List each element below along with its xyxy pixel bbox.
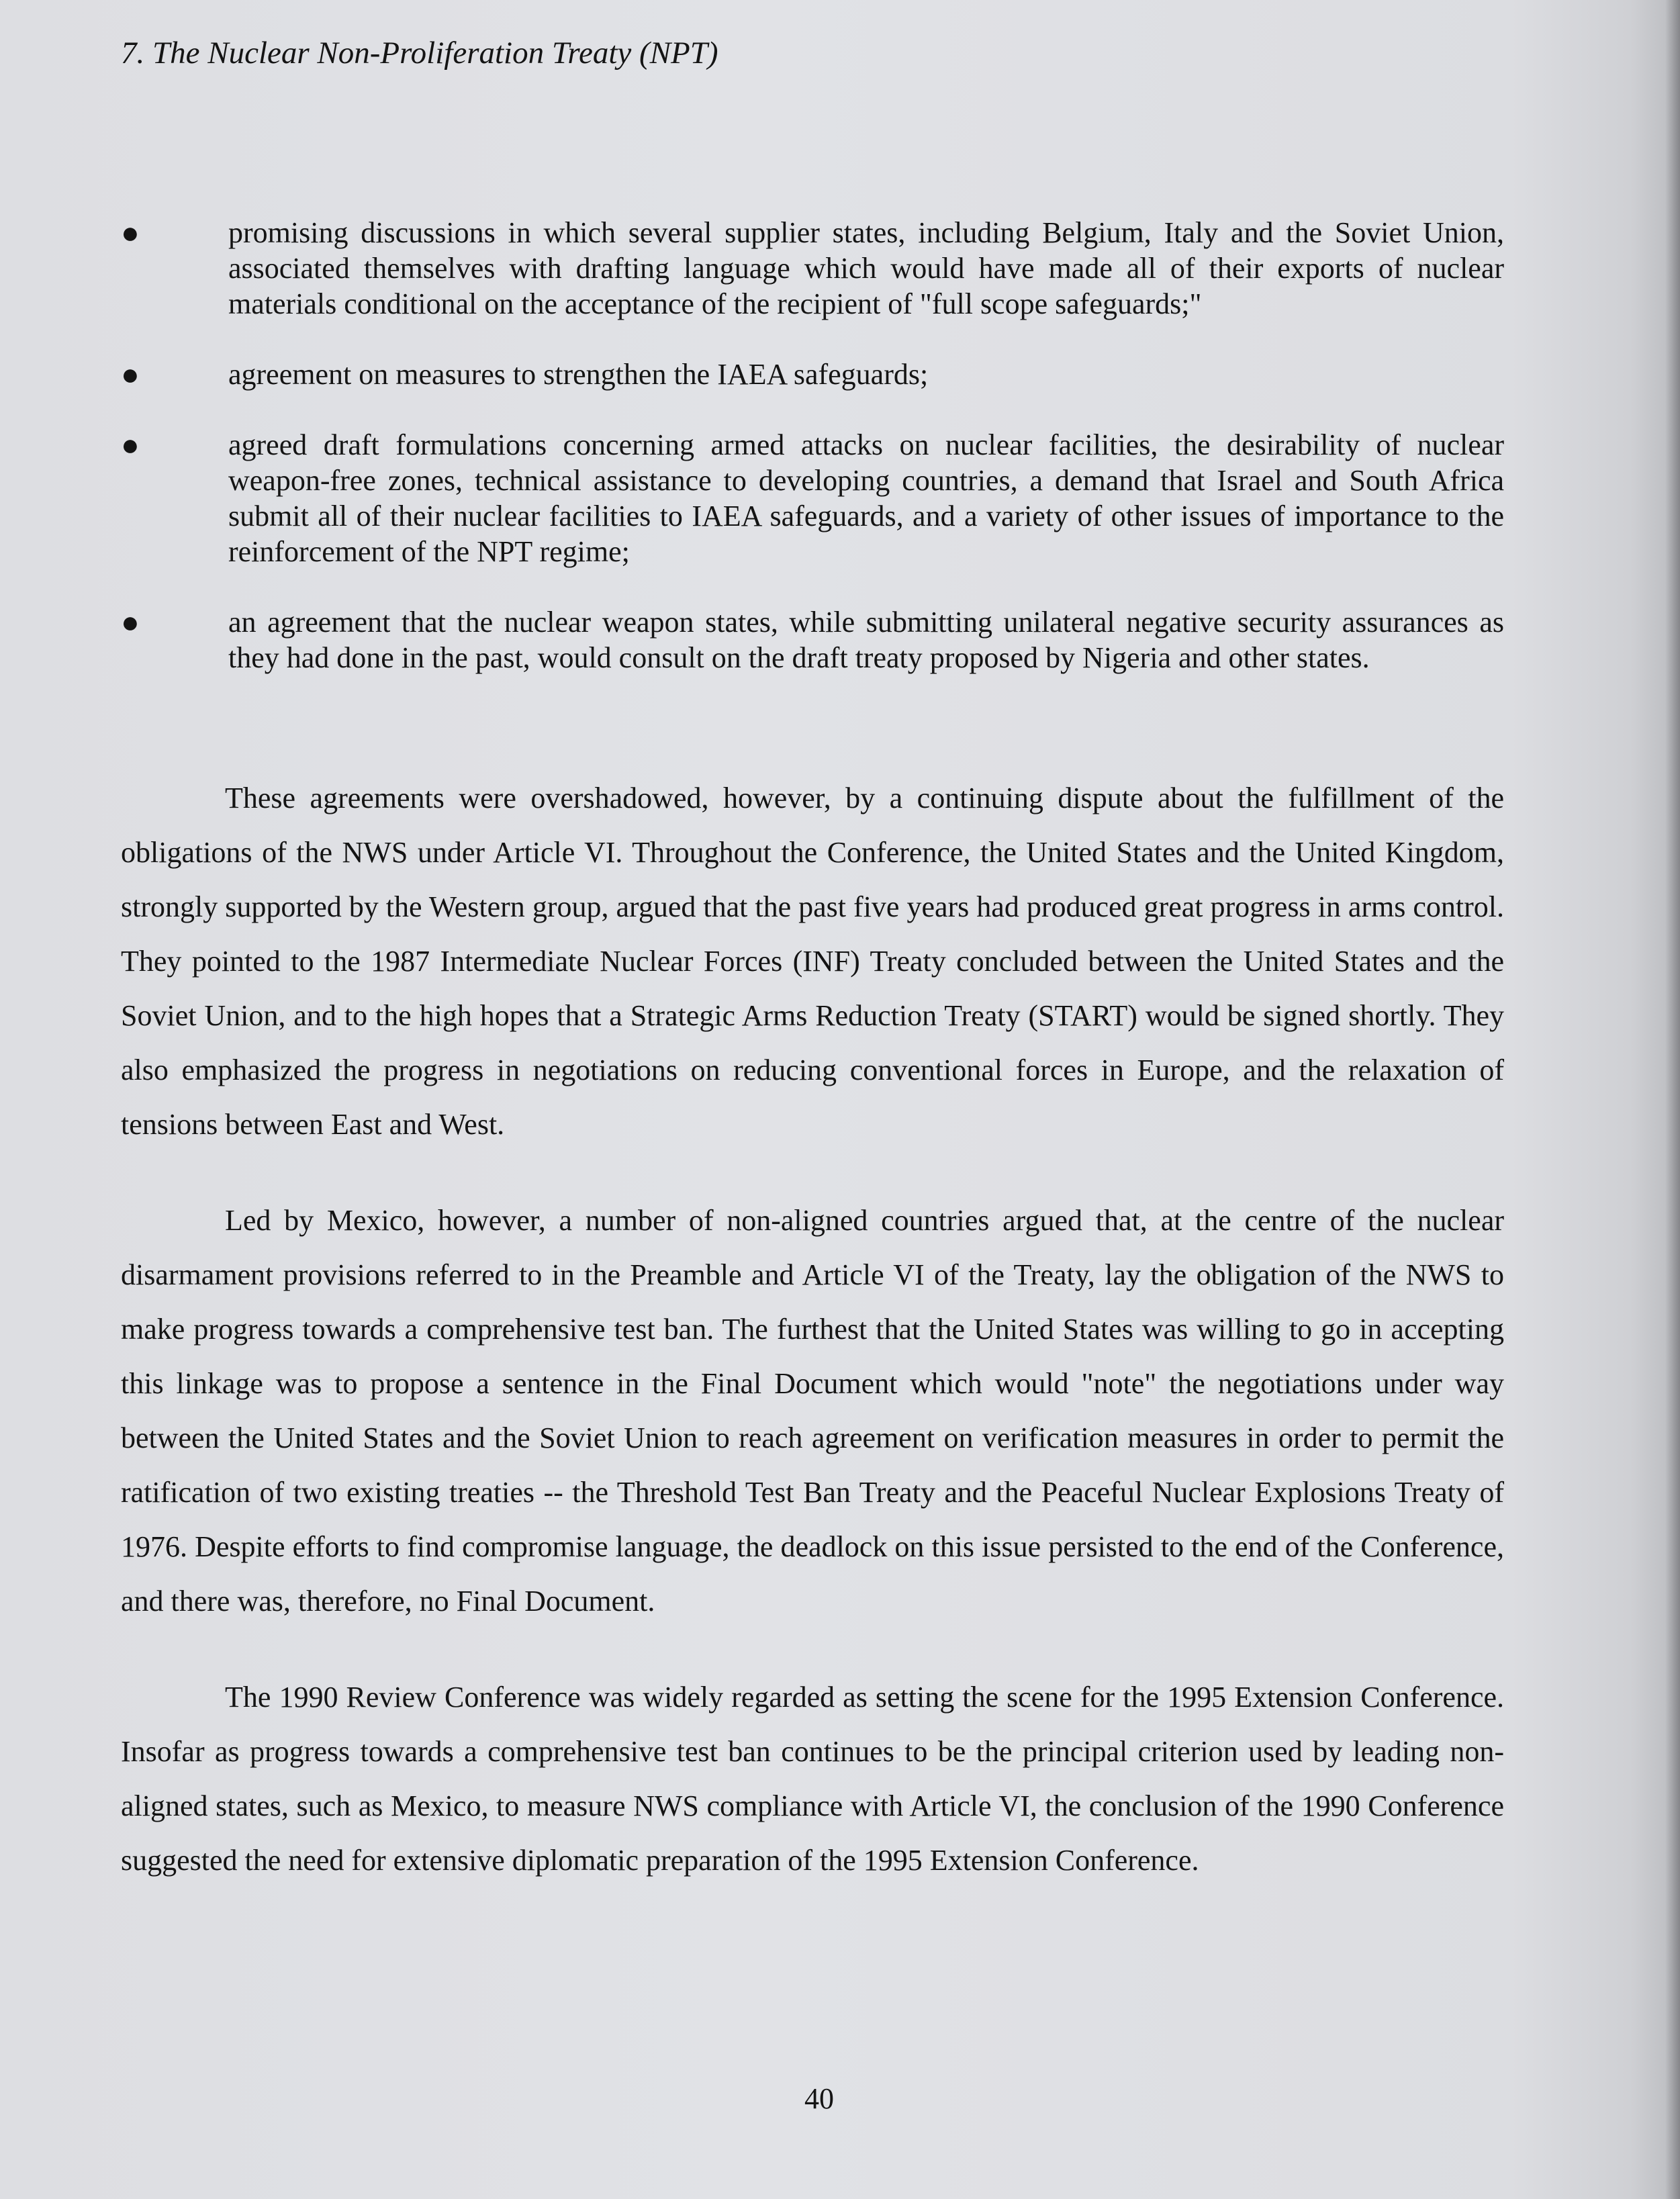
bullet-text: an agreement that the nuclear weapon states, while submitting unilateral negative security assurances as they had done in the past, would consult on the draft treaty proposed by Nigeria and other states. xyxy=(228,606,1504,674)
bullet-dot-icon: ● xyxy=(121,357,140,391)
bullet-dot-icon: ● xyxy=(121,428,140,462)
paragraph-overshadowed: These agreements were overshadowed, however, by a continuing dispute about the fulfillment of the obligations of the NWS under Article VI. Throughout the Conference, the United States and the United Kingdom, strongly supported by the Western group, argued that the past five years had produced great progress in arms control. They pointed to the 1987 Intermediate Nuclear Forces (INF) Treaty concluded between the United States and the Soviet Union, and to the high hopes that a Strategic Arms Reduction Treaty (START) would be signed shortly. They also emphasized the progress in negotiations on reducing conventional forces in Europe, and the relaxation of tensions between East and West. xyxy=(121,782,1504,1141)
page-number: 40 xyxy=(804,2082,834,2115)
bullet-text: agreed draft formulations concerning armed attacks on nuclear facilities, the desirability of nuclear weapon-free zones, technical assistance to developing countries, a demand that Israel and South Africa submit all of their nuclear facilities to IAEA safeguards, and a variety of other issues of importance to the reinforcement of the NPT regime; xyxy=(228,428,1504,568)
bullet-item-3 xyxy=(121,427,1504,569)
paragraph-mexico: Led by Mexico, however, a number of non-aligned countries argued that, at the centre of the nuclear disarmament provisions referred to in the Preamble and Article VI of the Treaty, lay the obligation of the NWS to make progress towards a comprehensive test ban. The furthest that the United States was willing to go in accepting this linkage was to propose a sentence in the Final Document which would "note" the negotiations under way between the United States and the Soviet Union to reach agreement on verification measures in order to permit the ratification of two existing treaties -- the Threshold Test Ban Treaty and the Peaceful Nuclear Explosions Treaty of 1976. Despite efforts to find compromise language, the deadlock on this issue persisted to the end of the Conference, and there was, therefore, no Final Document. xyxy=(121,1204,1504,1618)
bullet-item-2 xyxy=(121,357,1504,392)
bullet-dot-icon: ● xyxy=(121,605,140,639)
bullet-item-4 xyxy=(121,604,1504,675)
bullet-item-1 xyxy=(121,215,1504,322)
paragraph-review-conference: The 1990 Review Conference was widely regarded as setting the scene for the 1995 Extension Conference. Insofar as progress towards a comprehensive test ban continues to be the principal criterion used by leading non-aligned states, such as Mexico, to measure NWS compliance with Article VI, the conclusion of the 1990 Conference suggested the need for extensive diplomatic preparation of the 1995 Extension Conference. xyxy=(121,1681,1504,1877)
bullet-text: promising discussions in which several supplier states, including Belgium, Italy and the Soviet Union, associated themselves with drafting language which would have made all of their exports of nuclear materials conditional on the acceptance of the recipient of "full scope safeguards;" xyxy=(228,216,1504,320)
page-edge-shadow xyxy=(1665,0,1680,2199)
running-header: 7. The Nuclear Non-Proliferation Treaty (NPT) xyxy=(121,36,718,71)
bullet-dot-icon: ● xyxy=(121,216,140,250)
bullet-text: agreement on measures to strengthen the IAEA safeguards; xyxy=(228,358,929,391)
body-text xyxy=(121,771,1504,1929)
bullet-list xyxy=(121,215,1504,710)
